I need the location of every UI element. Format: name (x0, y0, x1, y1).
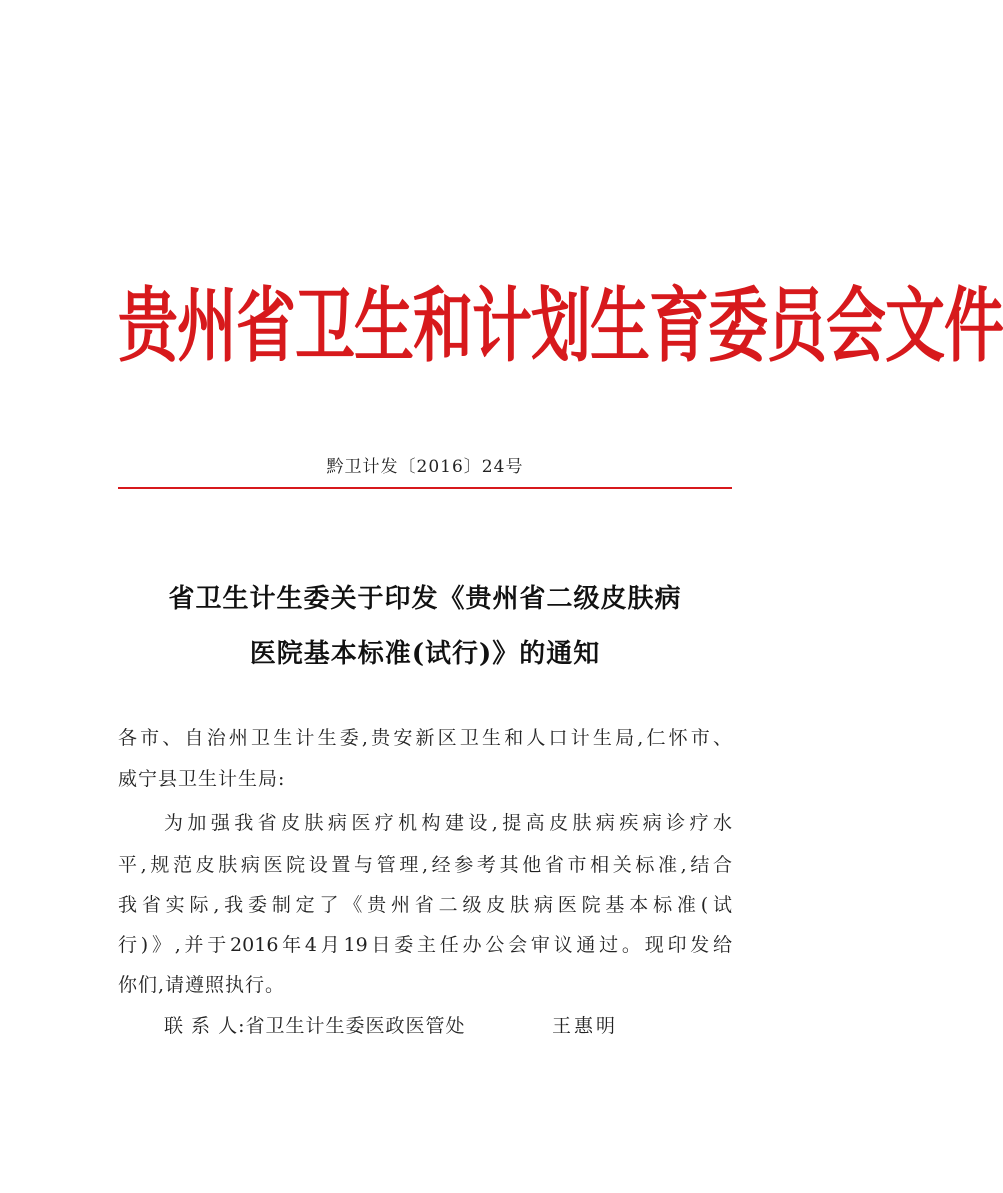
addressee-line-2: 威宁县卫生计生局: (118, 768, 286, 790)
addressee-line-1: 各市、自治州卫生计生委,贵安新区卫生和人口计生局,仁怀市、 (118, 727, 732, 749)
body-line-4: 行)》,并于2016年4月19日委主任办公会审议通过。现印发给 (118, 934, 732, 956)
document-masthead: 贵州省卫生和计划生育委员会文件 (118, 279, 1003, 375)
body-line-3: 我省实际,我委制定了《贵州省二级皮肤病医院基本标准(试 (118, 894, 732, 916)
body-line-1: 为加强我省皮肤病医疗机构建设,提高皮肤病疾病诊疗水 (164, 812, 732, 834)
notice-title-line-1: 省卫生计生委关于印发《贵州省二级皮肤病 (168, 584, 682, 614)
notice-title-line-2: 医院基本标准(试行)》的通知 (249, 639, 601, 669)
body-line-2: 平,规范皮肤病医院设置与管理,经参考其他省市相关标准,结合 (118, 854, 732, 876)
contact-name: 王惠明 (552, 1015, 619, 1037)
document-number: 黔卫计发〔2016〕24号 (326, 457, 524, 477)
body-line-5: 你们,请遵照执行。 (118, 974, 286, 996)
contact-label: 联 系 人:省卫生计生委医政医管处 (164, 1015, 466, 1037)
red-divider (118, 487, 732, 489)
